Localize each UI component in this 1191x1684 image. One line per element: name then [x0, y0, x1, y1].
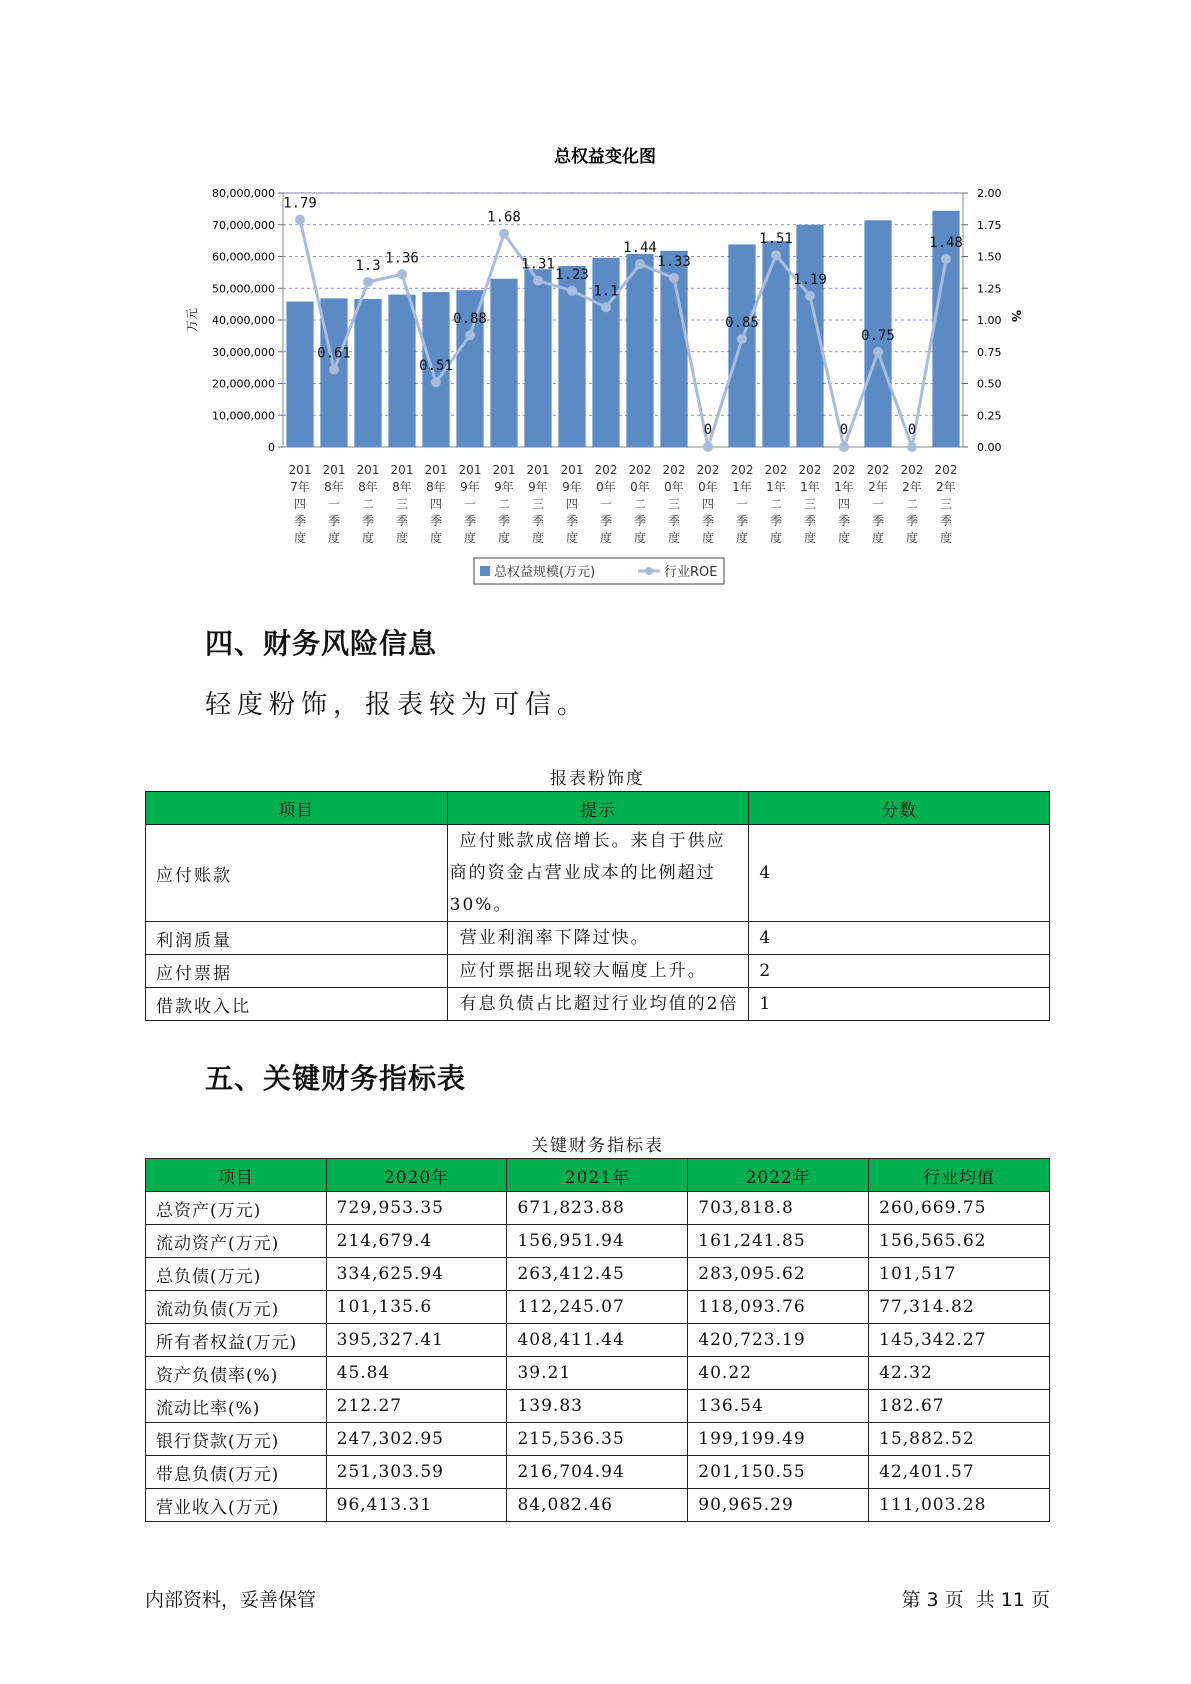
- x-tick-label: 季: [395, 514, 409, 528]
- roe-point: [873, 347, 883, 357]
- y2-tick-label: 0.00: [977, 441, 1002, 454]
- x-tick-label: 202: [662, 463, 686, 477]
- roe-point: [703, 442, 713, 452]
- x-tick-label: 201: [458, 463, 482, 477]
- x-tick-label: 201: [492, 463, 516, 477]
- risk-header-cell: 提示: [447, 792, 749, 825]
- roe-point: [771, 250, 781, 260]
- x-tick-label: 202: [628, 463, 652, 477]
- roe-data-label: 0.88: [453, 311, 487, 328]
- x-tick-label: 一: [735, 497, 749, 511]
- x-tick-label: 201: [560, 463, 584, 477]
- x-tick-label: 四: [565, 497, 579, 511]
- x-tick-label: 1年: [834, 480, 854, 494]
- x-tick-label: 201: [390, 463, 414, 477]
- x-tick-label: 三: [531, 497, 545, 511]
- roe-data-label: 0: [703, 422, 713, 438]
- indicator-value: 139.83: [507, 1390, 688, 1423]
- x-tick-label: 7年: [290, 480, 310, 494]
- x-tick-label: 季: [803, 514, 817, 528]
- indicator-header-cell: 行业均值: [869, 1159, 1050, 1192]
- footer-page-number: 第 3 页 共 11 页: [901, 1589, 1050, 1611]
- y2-tick-label: 0.25: [977, 409, 1002, 423]
- y2-tick-label: 1.00: [977, 314, 1002, 327]
- risk-hint: [447, 988, 749, 1021]
- table-row: [146, 1390, 1050, 1423]
- roe-point: [465, 330, 475, 340]
- indicator-value: 112,245.07: [507, 1291, 688, 1324]
- x-tick-label: 201: [424, 463, 448, 477]
- indicator-value: 283,095.62: [688, 1258, 869, 1291]
- indicator-value: 45.84: [326, 1357, 507, 1390]
- x-tick-label: 度: [735, 531, 749, 545]
- indicator-value: 145,342.27: [869, 1324, 1050, 1357]
- x-tick-label: 季: [599, 514, 613, 528]
- risk-score: 1: [749, 988, 1050, 1021]
- indicator-value: 201,150.55: [688, 1456, 869, 1489]
- x-tick-label: 二: [905, 497, 919, 511]
- x-tick-label: 三: [667, 497, 681, 511]
- x-tick-label: 201: [526, 463, 550, 477]
- roe-data-label: 1.31: [521, 256, 555, 273]
- roe-point: [295, 215, 305, 225]
- x-tick-label: 201: [356, 463, 380, 477]
- x-tick-label: 202: [866, 463, 890, 477]
- x-tick-label: 201: [322, 463, 346, 477]
- y-tick-label: 50,000,000: [212, 282, 275, 296]
- x-tick-label: 1年: [800, 480, 820, 494]
- x-tick-label: 202: [594, 463, 618, 477]
- x-tick-label: 二: [633, 497, 647, 511]
- roe-point: [363, 277, 373, 287]
- x-tick-label: 度: [429, 531, 443, 545]
- x-tick-label: 201: [288, 463, 312, 477]
- y2-tick-label: 0.75: [977, 345, 1002, 359]
- table-row: [146, 922, 1050, 955]
- table-row: [146, 1291, 1050, 1324]
- x-tick-label: 一: [327, 497, 341, 511]
- indicator-value: 84,082.46: [507, 1489, 688, 1522]
- roe-data-label: 0: [907, 422, 917, 438]
- roe-data-label: 0.51: [419, 358, 453, 375]
- indicator-value: 111,003.28: [869, 1489, 1050, 1522]
- y-axis-label: 万元: [185, 307, 199, 333]
- indicator-name: 所有者权益(万元): [146, 1324, 327, 1357]
- section4-heading: 四、财务风险信息: [205, 627, 438, 660]
- indicator-table-caption: 关键财务指标表: [531, 1136, 664, 1156]
- roe-data-label: 1.36: [385, 250, 419, 267]
- x-tick-label: 季: [735, 514, 749, 528]
- x-tick-label: 1年: [732, 480, 752, 494]
- table-row: [146, 1489, 1050, 1522]
- x-tick-label: 0年: [596, 480, 616, 494]
- risk-item: 借款收入比: [146, 988, 448, 1021]
- risk-hint-line: 营业利润率下降过快。: [459, 928, 650, 948]
- indicator-value: 101,517: [869, 1258, 1050, 1291]
- indicator-value: 182.67: [869, 1390, 1050, 1423]
- x-tick-label: 季: [565, 514, 579, 528]
- legend-bar-swatch: [480, 566, 490, 576]
- risk-header-cell: 项目: [146, 792, 448, 825]
- roe-point: [669, 273, 679, 283]
- bar: [524, 269, 551, 447]
- x-tick-label: 度: [667, 531, 681, 545]
- x-tick-label: 202: [832, 463, 856, 477]
- indicator-value: 199,199.49: [688, 1423, 869, 1456]
- x-tick-label: 一: [599, 497, 613, 511]
- risk-hint-line: 商的资金占营业成本的比例超过: [449, 863, 716, 883]
- y-tick-label: 10,000,000: [212, 409, 275, 423]
- roe-data-label: 1.48: [929, 235, 963, 252]
- indicator-value: 671,823.88: [507, 1192, 688, 1225]
- indicator-value: 247,302.95: [326, 1423, 507, 1456]
- x-tick-label: 9年: [528, 480, 548, 494]
- table-row: [146, 955, 1050, 988]
- x-tick-label: 202: [730, 463, 754, 477]
- indicator-value: 161,241.85: [688, 1225, 869, 1258]
- roe-point: [839, 442, 849, 452]
- bar: [354, 299, 381, 447]
- x-tick-label: 度: [803, 531, 817, 545]
- risk-table: [145, 791, 1050, 1021]
- x-tick-label: 季: [769, 514, 783, 528]
- roe-point: [737, 334, 747, 344]
- indicator-value: 15,882.52: [869, 1423, 1050, 1456]
- indicator-value: 395,327.41: [326, 1324, 507, 1357]
- x-tick-label: 202: [764, 463, 788, 477]
- risk-score: 2: [749, 955, 1050, 988]
- roe-point: [941, 254, 951, 264]
- bar: [388, 295, 415, 447]
- total-equity-chart: [0, 0, 1191, 600]
- risk-table-header: [146, 792, 1050, 825]
- indicator-name: 银行贷款(万元): [146, 1423, 327, 1456]
- x-tick-label: 9年: [494, 480, 514, 494]
- x-tick-label: 季: [463, 514, 477, 528]
- indicator-value: 703,818.8: [688, 1192, 869, 1225]
- roe-point: [499, 229, 509, 239]
- indicator-value: 77,314.82: [869, 1291, 1050, 1324]
- roe-data-label: 1.68: [487, 209, 521, 226]
- x-tick-label: 度: [701, 531, 715, 545]
- x-tick-label: 度: [769, 531, 783, 545]
- roe-data-label: 0: [839, 422, 849, 438]
- x-tick-label: 度: [837, 531, 851, 545]
- indicator-value: 729,953.35: [326, 1192, 507, 1225]
- roe-data-label: 1.1: [593, 283, 619, 300]
- y-tick-label: 20,000,000: [212, 377, 275, 391]
- roe-data-label: 1.3: [355, 257, 381, 274]
- indicator-header-cell: 2021年: [507, 1159, 688, 1192]
- x-tick-label: 9年: [460, 480, 480, 494]
- indicator-table-header: [146, 1159, 1050, 1192]
- indicator-value: 408,411.44: [507, 1324, 688, 1357]
- roe-data-label: 1.44: [623, 240, 657, 257]
- roe-point: [329, 365, 339, 375]
- table-row: [146, 1357, 1050, 1390]
- y2-tick-label: 0.50: [977, 377, 1002, 391]
- x-tick-label: 8年: [324, 480, 344, 494]
- roe-point: [805, 291, 815, 301]
- x-tick-label: 季: [939, 514, 953, 528]
- indicator-value: 42.32: [869, 1357, 1050, 1390]
- x-tick-label: 二: [361, 497, 375, 511]
- section5-heading: 五、关键财务指标表: [205, 1062, 467, 1095]
- indicator-value: 96,413.31: [326, 1489, 507, 1522]
- roe-point: [397, 269, 407, 279]
- indicator-value: 90,965.29: [688, 1489, 869, 1522]
- risk-item: 应付票据: [146, 955, 448, 988]
- indicator-value: 334,625.94: [326, 1258, 507, 1291]
- risk-item: 应付账款: [146, 825, 448, 922]
- x-tick-label: 度: [463, 531, 477, 545]
- x-tick-label: 0年: [698, 480, 718, 494]
- y2-tick-label: 1.75: [977, 218, 1002, 232]
- x-tick-label: 季: [531, 514, 545, 528]
- indicator-name: 流动资产(万元): [146, 1225, 327, 1258]
- table-row: [146, 1192, 1050, 1225]
- risk-score: 4: [749, 825, 1050, 922]
- x-tick-label: 度: [327, 531, 341, 545]
- indicator-name: 总资产(万元): [146, 1192, 327, 1225]
- roe-data-label: 0.61: [317, 345, 351, 362]
- indicator-value: 216,704.94: [507, 1456, 688, 1489]
- x-tick-label: 季: [701, 514, 715, 528]
- legend-line-label: 行业ROE: [664, 565, 718, 580]
- x-tick-label: 度: [939, 531, 953, 545]
- x-tick-label: 1年: [766, 480, 786, 494]
- indicator-name: 流动负债(万元): [146, 1291, 327, 1324]
- x-tick-label: 0年: [664, 480, 684, 494]
- indicator-name: 总负债(万元): [146, 1258, 327, 1291]
- x-tick-label: 季: [905, 514, 919, 528]
- x-tick-label: 202: [798, 463, 822, 477]
- legend-bar-label: 总权益规模(万元): [494, 565, 596, 580]
- legend-line-marker: [645, 567, 653, 575]
- indicator-value: 156,951.94: [507, 1225, 688, 1258]
- x-tick-label: 三: [939, 497, 953, 511]
- y2-axis-label: %: [1009, 309, 1023, 323]
- table-row: [146, 988, 1050, 1021]
- x-tick-label: 度: [905, 531, 919, 545]
- footer-confidential: 内部资料，妥善保管: [145, 1589, 317, 1611]
- roe-point: [567, 286, 577, 296]
- x-tick-label: 2年: [936, 480, 956, 494]
- x-tick-label: 度: [871, 531, 885, 545]
- x-tick-label: 度: [633, 531, 647, 545]
- indicator-value: 39.21: [507, 1357, 688, 1390]
- chart-title: 总权益变化图: [554, 147, 656, 167]
- roe-data-label: 0.75: [861, 327, 895, 344]
- x-tick-label: 四: [837, 497, 851, 511]
- indicator-value: 214,679.4: [326, 1225, 507, 1258]
- x-tick-label: 二: [769, 497, 783, 511]
- roe-data-label: 0.85: [725, 315, 759, 332]
- roe-data-label: 1.23: [555, 266, 589, 283]
- x-tick-label: 四: [293, 497, 307, 511]
- risk-hint-line: 应付票据出现较大幅度上升。: [459, 961, 707, 981]
- roe-point: [601, 302, 611, 312]
- indicator-value: 156,565.62: [869, 1225, 1050, 1258]
- roe-point: [907, 442, 917, 452]
- x-tick-label: 季: [633, 514, 647, 528]
- x-tick-label: 三: [803, 497, 817, 511]
- y2-tick-label: 1.50: [977, 250, 1002, 264]
- x-tick-label: 一: [463, 497, 477, 511]
- risk-hint-line: 有息负债占比超过行业均值的2倍: [459, 994, 739, 1014]
- indicator-header-cell: 2022年: [688, 1159, 869, 1192]
- indicator-value: 212.27: [326, 1390, 507, 1423]
- indicator-value: 263,412.45: [507, 1258, 688, 1291]
- y-tick-label: 80,000,000: [212, 187, 275, 200]
- indicator-value: 136.54: [688, 1390, 869, 1423]
- table-row: [146, 1258, 1050, 1291]
- x-tick-label: 202: [696, 463, 720, 477]
- indicator-value: 101,135.6: [326, 1291, 507, 1324]
- y-tick-label: 30,000,000: [212, 345, 275, 359]
- roe-point: [533, 276, 543, 286]
- x-tick-label: 度: [599, 531, 613, 545]
- indicator-value: 40.22: [688, 1357, 869, 1390]
- indicator-value: 42,401.57: [869, 1456, 1050, 1489]
- x-tick-label: 季: [293, 514, 307, 528]
- x-tick-label: 度: [497, 531, 511, 545]
- roe-point: [635, 259, 645, 269]
- x-tick-label: 度: [531, 531, 545, 545]
- x-tick-label: 202: [900, 463, 924, 477]
- x-tick-label: 季: [361, 514, 375, 528]
- bar: [286, 302, 313, 447]
- roe-data-label: 1.79: [283, 195, 317, 212]
- y-tick-label: 0: [268, 441, 275, 454]
- x-tick-label: 一: [871, 497, 885, 511]
- y2-tick-label: 1.25: [977, 282, 1002, 296]
- y2-tick-label: 2.00: [977, 187, 1002, 200]
- indicator-name: 带息负债(万元): [146, 1456, 327, 1489]
- indicator-name: 资产负债率(%): [146, 1357, 327, 1390]
- y-tick-label: 60,000,000: [212, 250, 275, 264]
- x-tick-label: 季: [497, 514, 511, 528]
- indicator-value: 420,723.19: [688, 1324, 869, 1357]
- risk-header-cell: 分数: [749, 792, 1050, 825]
- risk-hint-line: 30%。: [449, 895, 513, 915]
- indicator-table: [145, 1158, 1050, 1522]
- table-row: [146, 1324, 1050, 1357]
- roe-point: [431, 377, 441, 387]
- x-tick-label: 0年: [630, 480, 650, 494]
- x-tick-label: 9年: [562, 480, 582, 494]
- x-tick-label: 度: [565, 531, 579, 545]
- indicator-value: 260,669.75: [869, 1192, 1050, 1225]
- x-tick-label: 季: [667, 514, 681, 528]
- x-tick-label: 四: [701, 497, 715, 511]
- roe-data-label: 1.19: [793, 271, 827, 288]
- table-row: [146, 825, 1050, 922]
- x-tick-label: 四: [429, 497, 443, 511]
- bar: [626, 254, 653, 447]
- x-tick-label: 2年: [902, 480, 922, 494]
- indicator-value: 251,303.59: [326, 1456, 507, 1489]
- x-tick-label: 度: [395, 531, 409, 545]
- risk-table-caption: 报表粉饰度: [550, 769, 645, 789]
- x-tick-label: 季: [429, 514, 443, 528]
- risk-score: 4: [749, 922, 1050, 955]
- x-tick-label: 季: [837, 514, 851, 528]
- risk-hint: [447, 825, 749, 922]
- x-tick-label: 8年: [426, 480, 446, 494]
- roe-data-label: 1.51: [759, 231, 793, 248]
- x-tick-label: 二: [497, 497, 511, 511]
- x-tick-label: 度: [293, 531, 307, 545]
- bar: [490, 279, 517, 447]
- indicator-header-cell: 项目: [146, 1159, 327, 1192]
- table-row: [146, 1225, 1050, 1258]
- x-tick-label: 度: [361, 531, 375, 545]
- risk-summary: 轻度粉饰，报表较为可信。: [205, 690, 590, 720]
- chart-legend: [474, 558, 724, 584]
- x-tick-label: 三: [395, 497, 409, 511]
- x-tick-label: 202: [934, 463, 958, 477]
- table-row: [146, 1423, 1050, 1456]
- y-tick-label: 40,000,000: [212, 314, 275, 327]
- risk-hint: [447, 922, 749, 955]
- indicator-value: 118,093.76: [688, 1291, 869, 1324]
- risk-item: 利润质量: [146, 922, 448, 955]
- risk-hint: [447, 955, 749, 988]
- x-tick-label: 2年: [868, 480, 888, 494]
- y-tick-label: 70,000,000: [212, 218, 275, 232]
- indicator-header-cell: 2020年: [326, 1159, 507, 1192]
- indicator-name: 营业收入(万元): [146, 1489, 327, 1522]
- x-tick-label: 8年: [358, 480, 378, 494]
- indicator-value: 215,536.35: [507, 1423, 688, 1456]
- x-tick-label: 季: [871, 514, 885, 528]
- risk-hint-line: 应付账款成倍增长。来自于供应: [459, 831, 726, 851]
- bar: [762, 241, 789, 447]
- x-tick-label: 8年: [392, 480, 412, 494]
- roe-data-label: 1.33: [657, 254, 691, 271]
- x-tick-label: 季: [327, 514, 341, 528]
- bar: [728, 244, 755, 447]
- table-row: [146, 1456, 1050, 1489]
- indicator-name: 流动比率(%): [146, 1390, 327, 1423]
